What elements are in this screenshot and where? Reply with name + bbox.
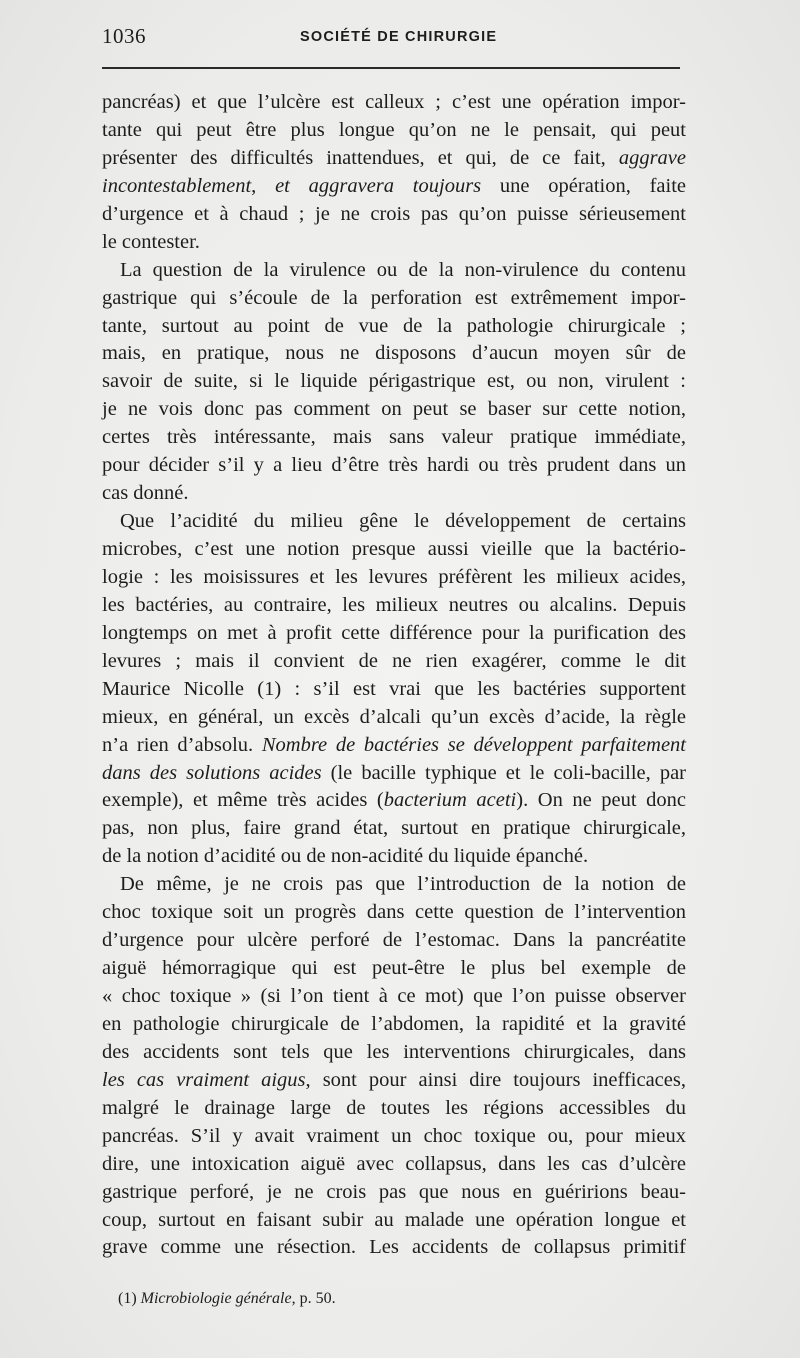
text-line: pancréas) et que l’ulcère est calleux ; c’est une opération impor- <box>102 91 686 113</box>
text-line: d’urgence et à chaud ; je ne crois pas qu’on puisse sérieusement <box>102 202 686 225</box>
footnote <box>118 1290 336 1308</box>
text-line: tante qui peut être plus longue qu’on ne le pensait, qui peut <box>102 118 686 141</box>
text-line: gastrique perforé, je ne crois pas que nous en guéririons beau- <box>102 1180 686 1203</box>
text-line: malgré le drainage large de toutes les régions accessibles du <box>102 1096 686 1119</box>
text-line: mais, en pratique, nous ne disposons d’aucun moyen sûr de <box>102 342 686 365</box>
page-number: 1036 <box>102 24 146 48</box>
text-line: coup, surtout en faisant subir au malade une opération longue et <box>102 1208 686 1231</box>
text-line: microbes, c’est une notion presque aussi vieille que la bactério- <box>102 538 686 560</box>
text-line: dans des solutions acides (le bacille typhique et le coli-bacille, par <box>102 761 686 784</box>
text-line: de la notion d’acidité ou de non-acidité du liquide épanché. <box>102 845 589 868</box>
text-line: tante, surtout au point de vue de la pathologie chirurgicale ; <box>102 314 686 337</box>
text-line: mieux, en général, un excès d’alcali qu’un excès d’acide, la règle <box>102 705 686 728</box>
text-line: aiguë hémorragique qui est peut-être le plus bel exemple de <box>102 957 686 980</box>
text-line: certes très intéressante, mais sans valeur pratique immédiate, <box>102 426 686 449</box>
text-line: pas, non plus, faire grand état, surtout en pratique chirurgicale, <box>102 817 686 840</box>
body-text <box>102 89 686 1262</box>
footnote-marker: (1) <box>118 1290 137 1307</box>
text-line: savoir de suite, si le liquide périgastrique est, ou non, virulent : <box>102 370 686 393</box>
text-line: choc toxique soit un progrès dans cette question de l’intervention <box>102 901 686 924</box>
text-line: Que l’acidité du milieu gêne le développement de certains <box>120 510 686 533</box>
text-line: De même, je ne crois pas que l’introduction de la notion de <box>120 873 686 896</box>
footnote-title: Microbiologie générale <box>140 1290 292 1307</box>
text-line: les bactéries, au contraire, les milieux neutres ou alcalins. Depuis <box>102 593 686 616</box>
page-header <box>102 24 680 54</box>
text-line: des accidents sont tels que les interventions chirurgicales, dans <box>102 1040 686 1063</box>
text-line: grave comme une résection. Les accidents de collapsus primitif <box>102 1236 686 1259</box>
text-line: Maurice Nicolle (1) : s’il est vrai que les bactéries supportent <box>102 677 686 700</box>
text-line: en pathologie chirurgicale de l’abdomen, la rapidité et la gravité <box>102 1012 686 1035</box>
text-line: longtemps on met à profit cette différence pour la purification des <box>102 621 686 644</box>
header-rule <box>102 67 680 69</box>
text-line: n’a rien d’absolu. Nombre de bactéries se développent parfaitement <box>102 733 686 756</box>
text-line: incontestablement, et aggravera toujours une opération, faite <box>102 174 687 197</box>
text-line: gastrique qui s’écoule de la perforation est extrêmement impor- <box>102 286 686 309</box>
text-line: « choc toxique » (si l’on tient à ce mot) que l’on puisse observer <box>102 985 686 1007</box>
text-line: je ne vois donc pas comment on peut se baser sur cette notion, <box>102 398 686 421</box>
text-line: pour décider s’il y a lieu d’être très hardi ou très prudent dans un <box>102 454 686 477</box>
text-line: pancréas. S’il y avait vraiment un choc toxique ou, pour mieux <box>102 1124 686 1147</box>
text-line: les cas vraiment aigus, sont pour ainsi dire toujours inefficaces, <box>102 1068 686 1091</box>
running-head: SOCIÉTÉ DE CHIRURGIE <box>300 29 498 45</box>
text-line: La question de la virulence ou de la non-virulence du contenu <box>120 258 686 281</box>
text-line: d’urgence pour ulcère perforé de l’estomac. Dans la pancréatite <box>102 929 686 952</box>
text-line: présenter des difficultés inattendues, et qui, de ce fait, aggrave <box>102 146 686 169</box>
text-line: exemple), et même très acides (bacterium aceti). On ne peut donc <box>102 789 687 812</box>
footnote-rest: , p. 50. <box>291 1290 336 1307</box>
text-line: dire, une intoxication aiguë avec collapsus, dans les cas d’ulcère <box>102 1152 686 1175</box>
text-line: levures ; mais il convient de ne rien exagérer, comme le dit <box>102 649 686 672</box>
text-line: logie : les moisissures et les levures préfèrent les milieux acides, <box>102 565 686 588</box>
text-line: le contester. <box>102 230 200 253</box>
text-line: cas donné. <box>102 482 189 505</box>
